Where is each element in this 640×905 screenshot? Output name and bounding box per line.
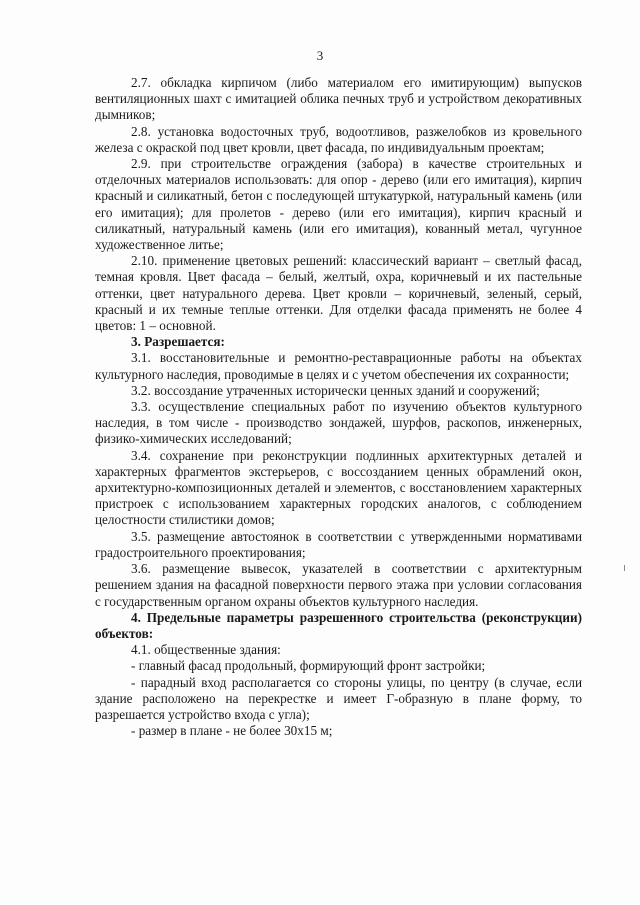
document-body xyxy=(95,75,582,739)
paragraph-4-1: 4.1. общественные здания: xyxy=(131,642,281,658)
section-heading-3: 3. Разрешается: xyxy=(131,334,225,350)
paragraph-3-6: 3.6. размещение вывесок, указателей в соответствии с архитектурным решением здания на фасадной поверхности первого этажа при условии согласования с государственным органом охраны объектов культурного наследия. xyxy=(95,561,582,609)
paragraph-3-5: 3.5. размещение автостоянок в соответствии с утвержденными нормативами градостроительного проектирования; xyxy=(95,528,582,560)
paragraph-2-9: 2.9. при строительстве ограждения (забора) в качестве строительных и отделочных материалов использовать: для опор - дерево (или его имитация), кирпич красный и силикатный, бетон с последующей штукатуркой, натуральный камень (или его имитация); для пролетов - дерево (или его имитация), кирпич красный и силикатный, натуральный камень (или его имитация), кованный метал, чугунное художественное литье; xyxy=(95,156,582,253)
paragraph-3-3: 3.3. осуществление специальных работ по изучению объектов культурного наследия, в том числе - производство зондажей, шурфов, раскопов, инженерных, физико-химических исследований; xyxy=(95,399,582,447)
list-item-main-facade: - главный фасад продольный, формирующий фронт застройки; xyxy=(131,658,486,674)
paragraph-3-1: 3.1. восстановительные и ремонтно-реставрационные работы на объектах культурного наследия, проводимые в целях и с учетом обеспечения их сохранности; xyxy=(95,350,582,382)
section-heading-4: 4. Предельные параметры разрешенного строительства (реконструкции) объектов: xyxy=(95,609,582,641)
paragraph-3-4: 3.4. сохранение при реконструкции подлинных архитектурных деталей и характерных фрагментов экстерьеров, с воссозданием ценных обрамлений окон, архитектурно-композиционных деталей и элементов, с восстановлением характерных пристроек с использованием характерных городских аналогов, с соблюдением целостности стилистики домов; xyxy=(95,447,582,528)
scan-artifact xyxy=(624,565,625,571)
paragraph-2-7: 2.7. обкладка кирпичом (либо материалом его имитирующим) выпусков вентиляционных шахт с имитацией облика печных труб и устройством декоративных дымников; xyxy=(95,75,582,123)
list-item-plan-size: - размер в плане - не более 30х15 м; xyxy=(131,723,333,739)
paragraph-2-8: 2.8. установка водосточных труб, водоотливов, разжелобков из кровельного железа с окраской под цвет кровли, цвет фасада, по индивидуальным проектам; xyxy=(95,123,582,155)
paragraph-3-2: 3.2. воссоздание утраченных исторически ценных зданий и сооружений; xyxy=(131,382,540,398)
paragraph-2-10: 2.10. применение цветовых решений: классический вариант – светлый фасад, темная кровля. Цвет фасада – белый, желтый, охра, коричневый и их пастельные оттенки, цвет натурального дерева. Цвет кровли – коричневый, зеленый, серый, красный и их темные теплые оттенки. Для отделки фасада применять не более 4 цветов: 1 – основной. xyxy=(95,253,582,334)
list-item-main-entrance: - парадный вход располагается со стороны улицы, по центру (в случае, если здание расположено на перекрестке и имеет Г-образную в плане форму, то разрешается устройство входа с угла); xyxy=(95,674,582,722)
page-number: 3 xyxy=(316,48,324,63)
